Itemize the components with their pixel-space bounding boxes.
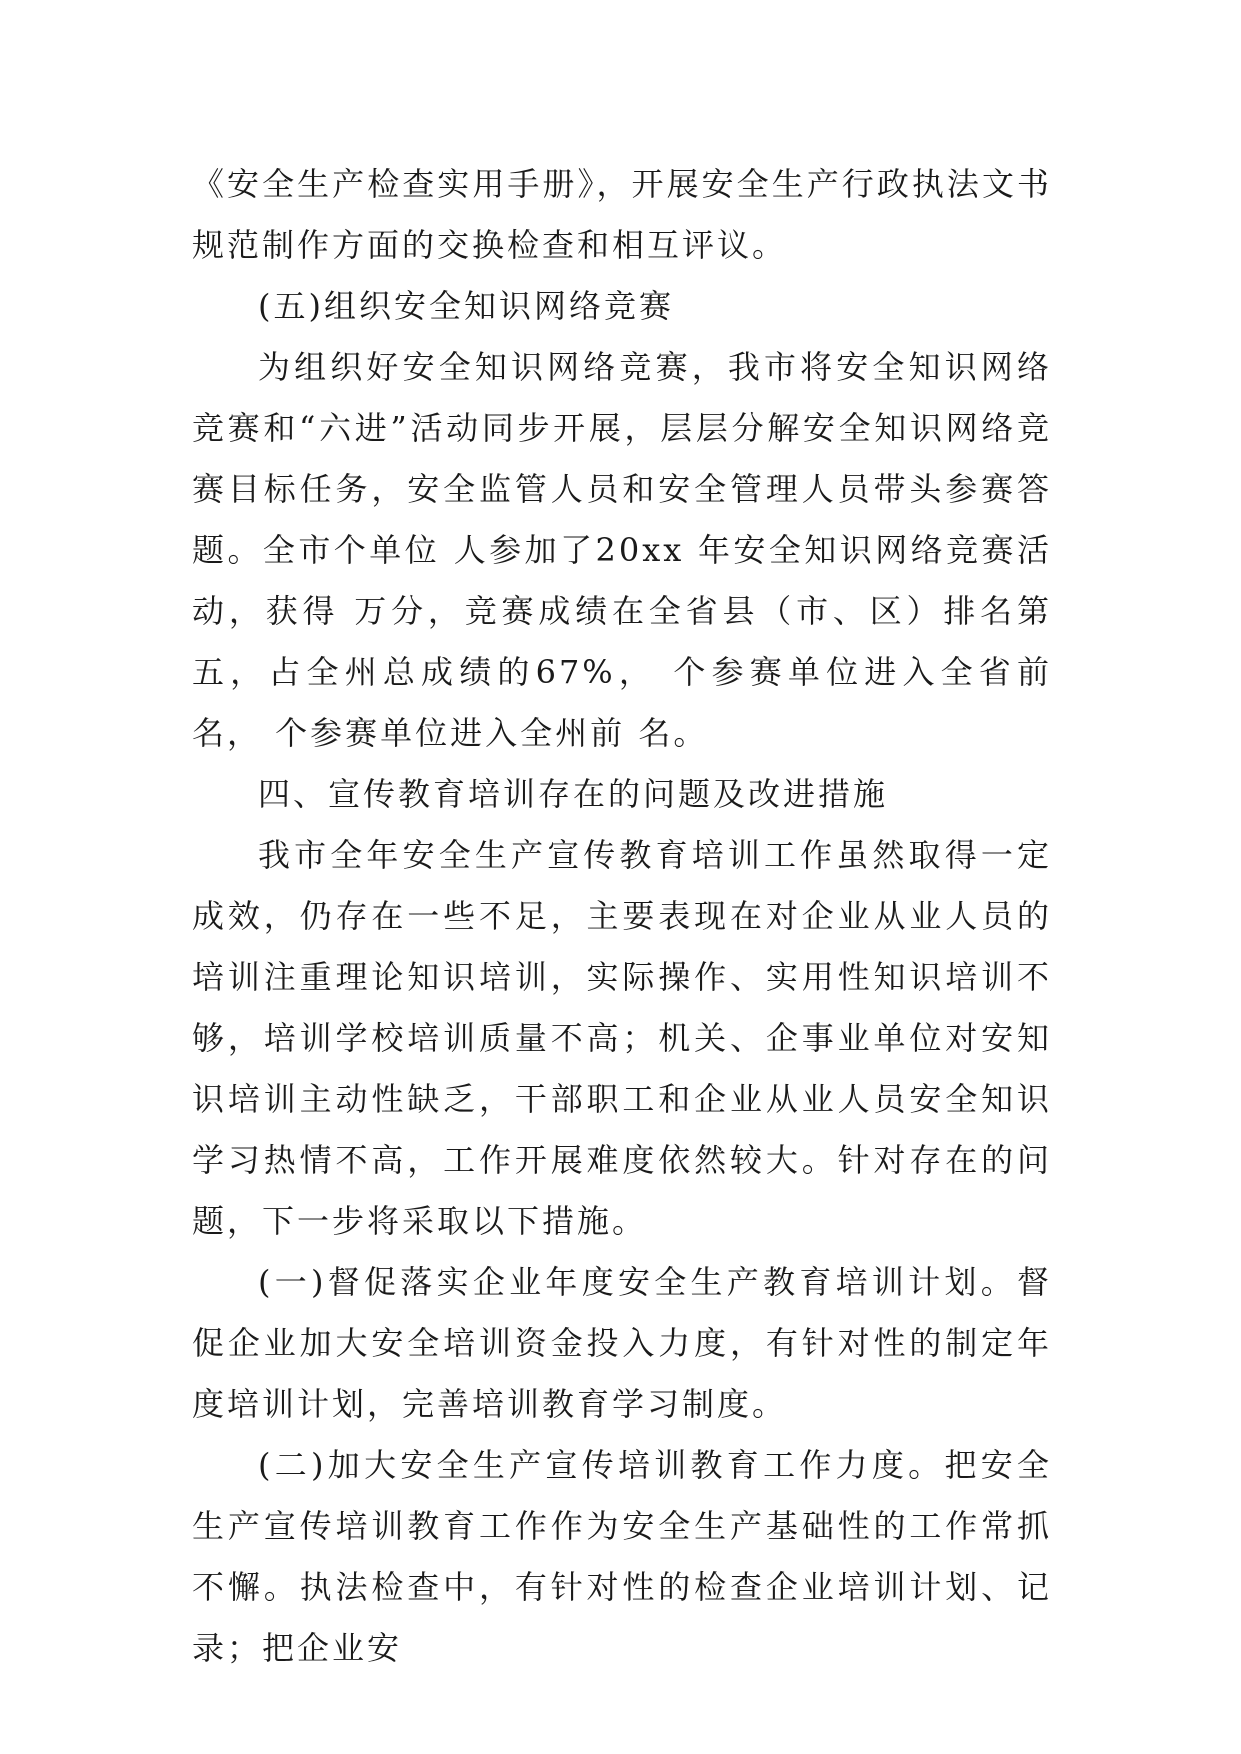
paragraph-competition: 为组织好安全知识网络竞赛，我市将安全知识网络竞赛和“六进”活动同步开展，层层分解安全知识网络竞赛目标任务，安全监管人员和安全管理人员带头参赛答题。全市个单位 人参加了20xx 年安全知识网络竞赛活动，获得 万分，竞赛成绩在全省县（市、区）排名第五，占全州总成绩的67%， 个参赛单位进入全省前 名， 个参赛单位进入全州前 名。 [192, 348, 1052, 752]
section-heading-five: (五)组织安全知识网络竞赛 [258, 287, 674, 325]
measure-one: (一)督促落实企业年度安全生产教育培训计划。督促企业加大安全培训资金投入力度，有针对性的制定年度培训计划，完善培训教育学习制度。 [192, 1263, 1052, 1423]
section-heading-four: 四、宣传教育培训存在的问题及改进措施 [258, 775, 889, 813]
paragraph-problems: 我市全年安全生产宣传教育培训工作虽然取得一定成效，仍存在一些不足，主要表现在对企业从业人员的培训注重理论知识培训，实际操作、实用性知识培训不够，培训学校培训质量不高；机关、企事业单位对安知识培训主动性缺乏，干部职工和企业从业人员安全知识学习热情不高，工作开展难度依然较大。针对存在的问题，下一步将采取以下措施。 [192, 836, 1052, 1240]
measure-two: (二)加大安全生产宣传培训教育工作力度。把安全生产宣传培训教育工作作为安全生产基础性的工作常抓不懈。执法检查中，有针对性的检查企业培训计划、记录；把企业安 [192, 1446, 1052, 1667]
document-body [192, 154, 1052, 1679]
paragraph-manual-review: 《安全生产检查实用手册》，开展安全生产行政执法文书规范制作方面的交换检查和相互评议。 [192, 165, 1052, 264]
